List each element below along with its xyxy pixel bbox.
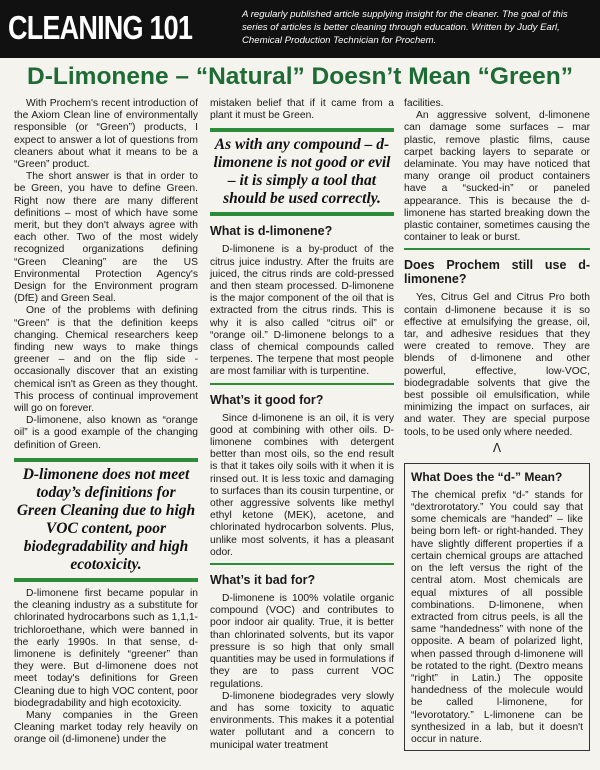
paragraph: An aggressive solvent, d-limonene can damage some surfaces – mar plastic, remove plastic films, cause carpet backing layers to separate or delaminate. You may have noticed that many orange oil product containers have a “sucked-in” or paneled appearance. This is because the d-limonene has started breaking down the plastic container, sometimes causing the container to leak or burst. [404,110,590,244]
paragraph: One of the problems with defining “Green” is that the definition keeps changing. Chemical researchers keep finding new ways to make things greener – and on the flip side - occasionally discover that an existing chemical isn't as Green as they thought. This process of continual improvement will go on forever. [14,305,198,415]
article-title: D-Limonene – “Natural” Doesn’t Mean “Green” [27,63,573,90]
series-tagline: A regularly published article supplying insight for the cleaner. The goal of this series of articles is better cleaning through education. Written by Judy Earl, Chemical Production Technician for Prochem. [242,9,568,46]
divider [404,248,590,250]
paragraph: D-limonene biodegrades very slowly and has some toxicity to aquatic environments. This makes it a potential water pollutant and a concern to municipal water treatment [210,690,394,751]
paragraph: Since d-limonene is an oil, it is very good at combining with other oils. D-limonene combines with detergent better than most oils, so the end result is that it takes oily soils with it when it is rinsed out. It is less toxic and damaging to surfaces than its cousin turpentine, or other aggressive solvents like methyl ethyl ketone (MEK), acetone, and chlorinated hydrocarbon solvents. Plus, unlike most solvents, it has a pleasant odor. [210,412,394,558]
sidebar-title: What Does the “d-” Mean? [411,469,563,484]
paragraph: D-limonene first became popular in the cleaning industry as a substitute for chlorinated hydrocarbons such as 1,1,1-trichloroethane, which were banned in the early 1990s. In that sense, d-limonene is definitely “greener” than they were. But d-limonene does not meet today's definitions for Green Cleaning due to high VOC content, poor biodegradability and high ecotoxicity. [14,587,198,709]
paragraph: D-limonene is 100% volatile organic compound (VOC) and contributes to poor indoor air quality. True, it is better than chlorinated solvents, but its vapor pressure is so high that only small quantities may be used in formulations if they are to pass current VOC regulations. [210,593,394,690]
section-heading: What is d-limonene? [210,224,333,239]
column-3 [404,98,590,751]
paragraph: The short answer is that in order to be Green, you have to define Green. Right now there are many different definitions – most of which have some merit, but they don't always agree with each other. Two of the most widely recognized organizations defining “Green Cleaning” are the US Environmental Protection Agency's Design for the Environment program (DfE) and Green Seal. [14,171,198,305]
paragraph: Yes, Citrus Gel and Citrus Pro both contain d-limonene because it is so effective at emulsifying the grease, oil, tar, and adhesive residues that they were created to remove. They are blends of d-limonene and other powerful, effective, low-VOC, biodegradable solvents that give the best possible oil emulsification, while minimizing the impact on surfaces, air and water. They are special purpose tools, to be used only where needed. [404,292,590,438]
series-logo: CLEANING 101 [8,9,193,46]
paragraph: D-limonene is a by-product of the citrus juice industry. After the fruits are juiced, the citrus rinds are cold-pressed and then steam processed. D-limonene is the major component of the oil that is extracted from the citrus rinds. This is why it is also called “citrus oil” or “orange oil.” D-limonene belongs to a class of chemical compounds called terpenes. The terpene that most people are most familiar with is turpentine. [210,244,394,378]
sidebar-box [404,463,590,751]
paragraph: mistaken belief that if it came from a plant it must be Green. [210,98,394,122]
paragraph: Many companies in the Green Cleaning market today rely heavily on orange oil (d-limonene) under the [14,709,198,746]
divider [210,383,394,385]
paragraph: D-limonene, also known as “orange oil” is a good example of the changing definition of Green. [14,415,198,451]
section-heading: What’s it good for? [210,392,324,407]
section-heading: What’s it bad for? [210,573,316,588]
end-mark-icon: ⴷ [492,440,502,455]
column-1 [14,98,198,747]
column-2 [210,98,394,752]
divider [210,563,394,565]
section-heading: Does Prochem still use d-limonene? [404,258,590,287]
paragraph: With Prochem's recent introduction of the Axiom Clean line of environmentally responsible (or “Green”) products, I expect to answer a lot of questions from cleaners about what it means to be a “Green” product. [14,98,198,171]
paragraph: facilities. [404,98,444,109]
pull-quote: D-limonene does not meet today’s definitions for Green Cleaning due to high VOC content, poor biodegradability and high ecotoxicity. [14,458,198,582]
pull-quote: As with any compound – d-limonene is not good or evil – it is simply a tool that should be used correctly. [210,128,394,216]
masthead [0,0,600,58]
sidebar-text: The chemical prefix “d-” stands for “dextrorotatory.” You could say that some chemicals are “handed” – like being born left- or right-handed. They have slightly different properties if a certain chemical groups are attached on the left versus the right of the central atom. Most chemicals are equal mixtures of all possible combinations. D-limonene, when extracted from citrus peels, is all the same “handedness” with none of the opposite. A beam of polarized light, when passed through d-limonene will be rotated to the right. (Dextro means “right” in Latin.) The opposite handedness of the molecule would be called l-limonene, for “levorotatory.” L-limonene can be synthesized in a lab, but it doesn't occur in nature. [411,489,583,745]
